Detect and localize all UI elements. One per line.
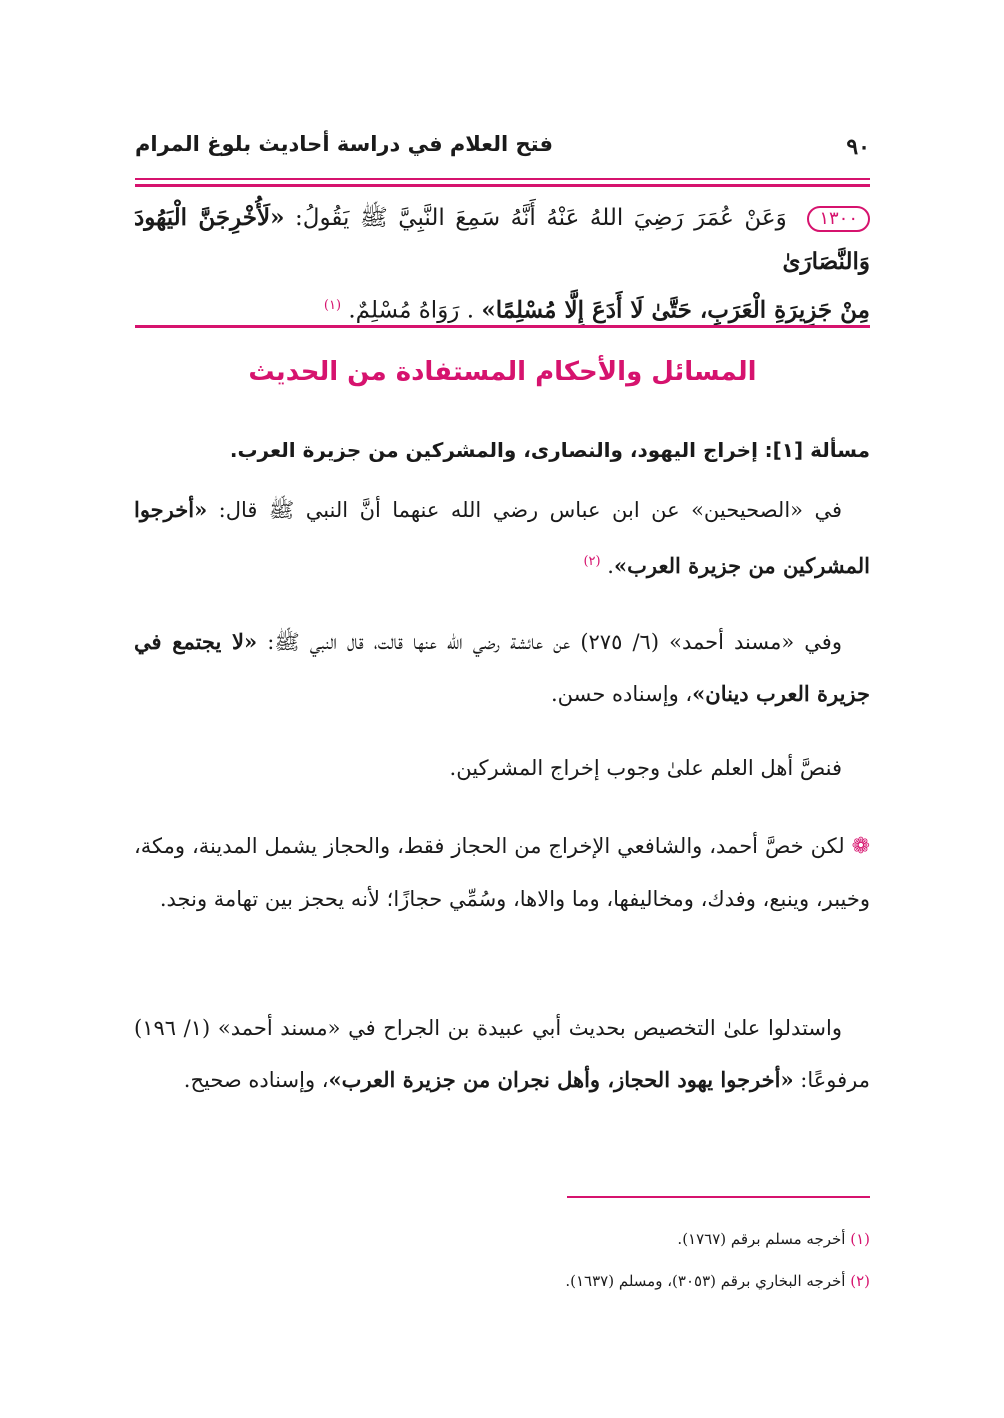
p1-text: في «الصحيحين» عن ابن عباس رضي الله عنهما أنَّ النبي ﷺ قال: [207, 498, 842, 522]
paragraph-3: فنصَّ أهل العلم علىٰ وجوب إخراج المشركين. [449, 756, 842, 780]
hadith-number-badge: ١٣٠٠ [807, 206, 870, 232]
hadith-intro: وَعَنْ عُمَرَ رَضِيَ اللهُ عَنْهُ أَنَّهُ سَمِعَ النَّبِيَّ ﷺ يَقُولُ: [284, 205, 787, 231]
header-rule-top [135, 178, 870, 180]
p1-quote: «أخرجوا المشركين من جزيرة العرب» [134, 497, 870, 578]
footnote-separator [567, 1196, 870, 1198]
paragraph-1 [134, 484, 870, 592]
hadith-quote-part-2: مِنْ جَزِيرَةِ الْعَرَبِ، حَتَّىٰ لَا أَدَعَ إِلَّا مُسْلِمًا» [481, 296, 870, 324]
p5-text: واستدلوا علىٰ التخصيص بحديث أبي عبيدة بن الجراح في «مسند أحمد» (١/ ١٩٦) مرفوعًا: [134, 1016, 870, 1092]
p2-text: وفي «مسند أحمد» (٦/ ٢٧٥) عن عائشة رضي الله عنها قالت، قال النبي ﷺ: [257, 630, 842, 654]
section-heading: المسائل والأحكام المستفادة من الحديث [248, 357, 757, 387]
footnote-2-text: أخرجه البخاري برقم (٣٠٥٣)، ومسلم (١٦٣٧). [565, 1272, 851, 1290]
issue-title: إخراج اليهود، والنصارى، والمشركين من جزيرة العرب. [229, 438, 758, 462]
p2-quote: «لا يجتمع في جزيرة العرب دينان» [134, 629, 870, 706]
p1-end: . [607, 554, 614, 578]
hadith-rule [135, 325, 870, 328]
hadith-text [134, 196, 870, 333]
hadith-line-1 [134, 196, 870, 284]
issue-heading [134, 424, 870, 476]
footnote-ref-2[interactable]: (٢) [583, 554, 601, 569]
footnote-1-number: (١) [850, 1230, 870, 1248]
p5-end: ، وإسناده صحيح. [183, 1068, 329, 1092]
running-header [135, 128, 870, 168]
paragraph-2 [134, 616, 870, 720]
p2-end: ، وإسناده حسن. [551, 682, 693, 706]
issue-label: مسألة [١]: [764, 438, 870, 462]
footnote-1-text: أخرجه مسلم برقم (١٧٦٧). [677, 1230, 851, 1248]
page-number: ٩٠ [846, 134, 870, 160]
header-rule-bottom [135, 184, 870, 187]
footnote-2 [134, 1268, 870, 1294]
footnote-2-number: (٢) [850, 1272, 870, 1290]
footnote-1 [134, 1226, 870, 1252]
p5-quote: «أخرجوا يهود الحجاز، وأهل نجران من جزيرة العرب» [328, 1067, 794, 1092]
book-title: فتح العلام في دراسة أحاديث بلوغ المرام [135, 132, 553, 156]
hadith-source: . رَوَاهُ مُسْلِمٌ. [348, 297, 475, 324]
p4-text: لكن خصَّ أحمد، والشافعي الإخراج من الحجاز فقط، والحجاز يشمل المدينة، ومكة، وخيبر، وينبع، وفدك، ومخاليفها، وما والاها، وسُمِّي حجازًا؛ لأنه يحجز بين تهامة ونجد. [134, 834, 870, 911]
footnote-ref-1[interactable]: (١) [323, 298, 342, 313]
flower-marker-icon: ❁ [851, 834, 870, 859]
paragraph-4 [134, 820, 870, 925]
hadith-quote-part-1: «لَأُخْرِجَنَّ الْيَهُودَ وَالنَّصَارَىٰ [134, 204, 870, 275]
paragraph-5 [134, 1002, 870, 1106]
